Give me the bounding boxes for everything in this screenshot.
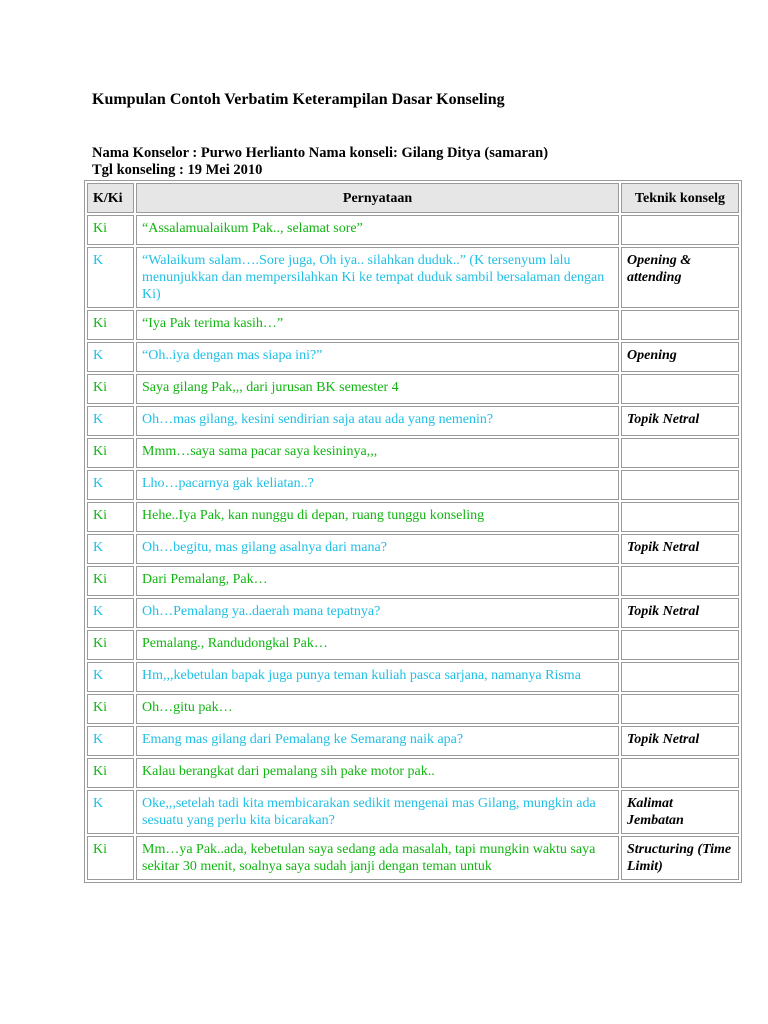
header-statement: Pernyataan <box>136 183 619 213</box>
table-row <box>87 758 739 788</box>
session-info <box>92 145 548 179</box>
technique-cell: Topik Netral <box>621 726 739 756</box>
speaker-cell: K <box>87 598 134 628</box>
technique-cell <box>621 694 739 724</box>
speaker-cell: K <box>87 342 134 372</box>
header-speaker: K/Ki <box>87 183 134 213</box>
technique-cell <box>621 662 739 692</box>
statement-cell: Mm…ya Pak..ada, kebetulan saya sedang ada masalah, tapi mungkin waktu saya sekitar 30 menit, soalnya saya sudah janji dengan teman untuk <box>136 836 619 880</box>
statement-cell: Oh…mas gilang, kesini sendirian saja atau ada yang nemenin? <box>136 406 619 436</box>
statement-cell: Mmm…saya sama pacar saya kesininya,,, <box>136 438 619 468</box>
table-header-row <box>87 183 739 213</box>
speaker-cell: Ki <box>87 694 134 724</box>
technique-cell: Structuring (Time Limit) <box>621 836 739 880</box>
technique-cell: Kalimat Jembatan <box>621 790 739 834</box>
table-row <box>87 247 739 308</box>
table-row <box>87 662 739 692</box>
statement-cell: Hm,,,kebetulan bapak juga punya teman kuliah pasca sarjana, namanya Risma <box>136 662 619 692</box>
verbatim-table <box>84 180 742 883</box>
statement-cell: “Oh..iya dengan mas siapa ini?” <box>136 342 619 372</box>
statement-cell: Lho…pacarnya gak keliatan..? <box>136 470 619 500</box>
technique-cell <box>621 502 739 532</box>
statement-cell: “Iya Pak terima kasih…” <box>136 310 619 340</box>
table-row <box>87 406 739 436</box>
speaker-cell: K <box>87 534 134 564</box>
statement-cell: Oke,,,setelah tadi kita membicarakan sedikit mengenai mas Gilang, mungkin ada sesuatu yang perlu kita bicarakan? <box>136 790 619 834</box>
speaker-cell: K <box>87 726 134 756</box>
speaker-cell: Ki <box>87 630 134 660</box>
table-row <box>87 215 739 245</box>
speaker-cell: K <box>87 470 134 500</box>
statement-cell: Kalau berangkat dari pemalang sih pake motor pak.. <box>136 758 619 788</box>
statement-cell: Saya gilang Pak,,, dari jurusan BK semester 4 <box>136 374 619 404</box>
speaker-cell: K <box>87 406 134 436</box>
speaker-cell: Ki <box>87 502 134 532</box>
table-row <box>87 342 739 372</box>
table-row <box>87 470 739 500</box>
table-row <box>87 566 739 596</box>
table-row <box>87 836 739 880</box>
statement-cell: “Walaikum salam….Sore juga, Oh iya.. silahkan duduk..” (K tersenyum lalu menunjukkan dan mempersilahkan Ki ke tempat duduk sambil bersalaman dengan Ki) <box>136 247 619 308</box>
statement-cell: Oh…begitu, mas gilang asalnya dari mana? <box>136 534 619 564</box>
technique-cell <box>621 374 739 404</box>
counseling-date: Tgl konseling : 19 Mei 2010 <box>92 162 263 178</box>
speaker-cell: K <box>87 662 134 692</box>
statement-cell: Oh…gitu pak… <box>136 694 619 724</box>
statement-cell: “Assalamualaikum Pak.., selamat sore” <box>136 215 619 245</box>
speaker-cell: Ki <box>87 438 134 468</box>
counselor-counselee-names: Nama Konselor : Purwo Herlianto Nama konseli: Gilang Ditya (samaran) <box>92 145 549 161</box>
page-title: Kumpulan Contoh Verbatim Keterampilan Dasar Konseling <box>92 91 505 108</box>
table-row <box>87 598 739 628</box>
speaker-cell: Ki <box>87 374 134 404</box>
table-row <box>87 630 739 660</box>
speaker-cell: Ki <box>87 310 134 340</box>
header-technique: Teknik konselg <box>621 183 739 213</box>
technique-cell: Opening & attending <box>621 247 739 308</box>
technique-cell <box>621 630 739 660</box>
technique-cell: Topik Netral <box>621 406 739 436</box>
speaker-cell: K <box>87 247 134 308</box>
table-row <box>87 374 739 404</box>
technique-cell: Topik Netral <box>621 534 739 564</box>
statement-cell: Oh…Pemalang ya..daerah mana tepatnya? <box>136 598 619 628</box>
speaker-cell: Ki <box>87 566 134 596</box>
technique-cell <box>621 438 739 468</box>
technique-cell <box>621 758 739 788</box>
technique-cell <box>621 310 739 340</box>
table-row <box>87 310 739 340</box>
speaker-cell: Ki <box>87 758 134 788</box>
table-row <box>87 438 739 468</box>
table-row <box>87 790 739 834</box>
table-row <box>87 726 739 756</box>
statement-cell: Emang mas gilang dari Pemalang ke Semarang naik apa? <box>136 726 619 756</box>
table-row <box>87 534 739 564</box>
speaker-cell: Ki <box>87 215 134 245</box>
technique-cell <box>621 566 739 596</box>
statement-cell: Hehe..Iya Pak, kan nunggu di depan, ruang tunggu konseling <box>136 502 619 532</box>
statement-cell: Pemalang., Randudongkal Pak… <box>136 630 619 660</box>
statement-cell: Dari Pemalang, Pak… <box>136 566 619 596</box>
technique-cell <box>621 470 739 500</box>
speaker-cell: K <box>87 790 134 834</box>
technique-cell: Opening <box>621 342 739 372</box>
technique-cell <box>621 215 739 245</box>
speaker-cell: Ki <box>87 836 134 880</box>
table-row <box>87 502 739 532</box>
table-row <box>87 694 739 724</box>
technique-cell: Topik Netral <box>621 598 739 628</box>
